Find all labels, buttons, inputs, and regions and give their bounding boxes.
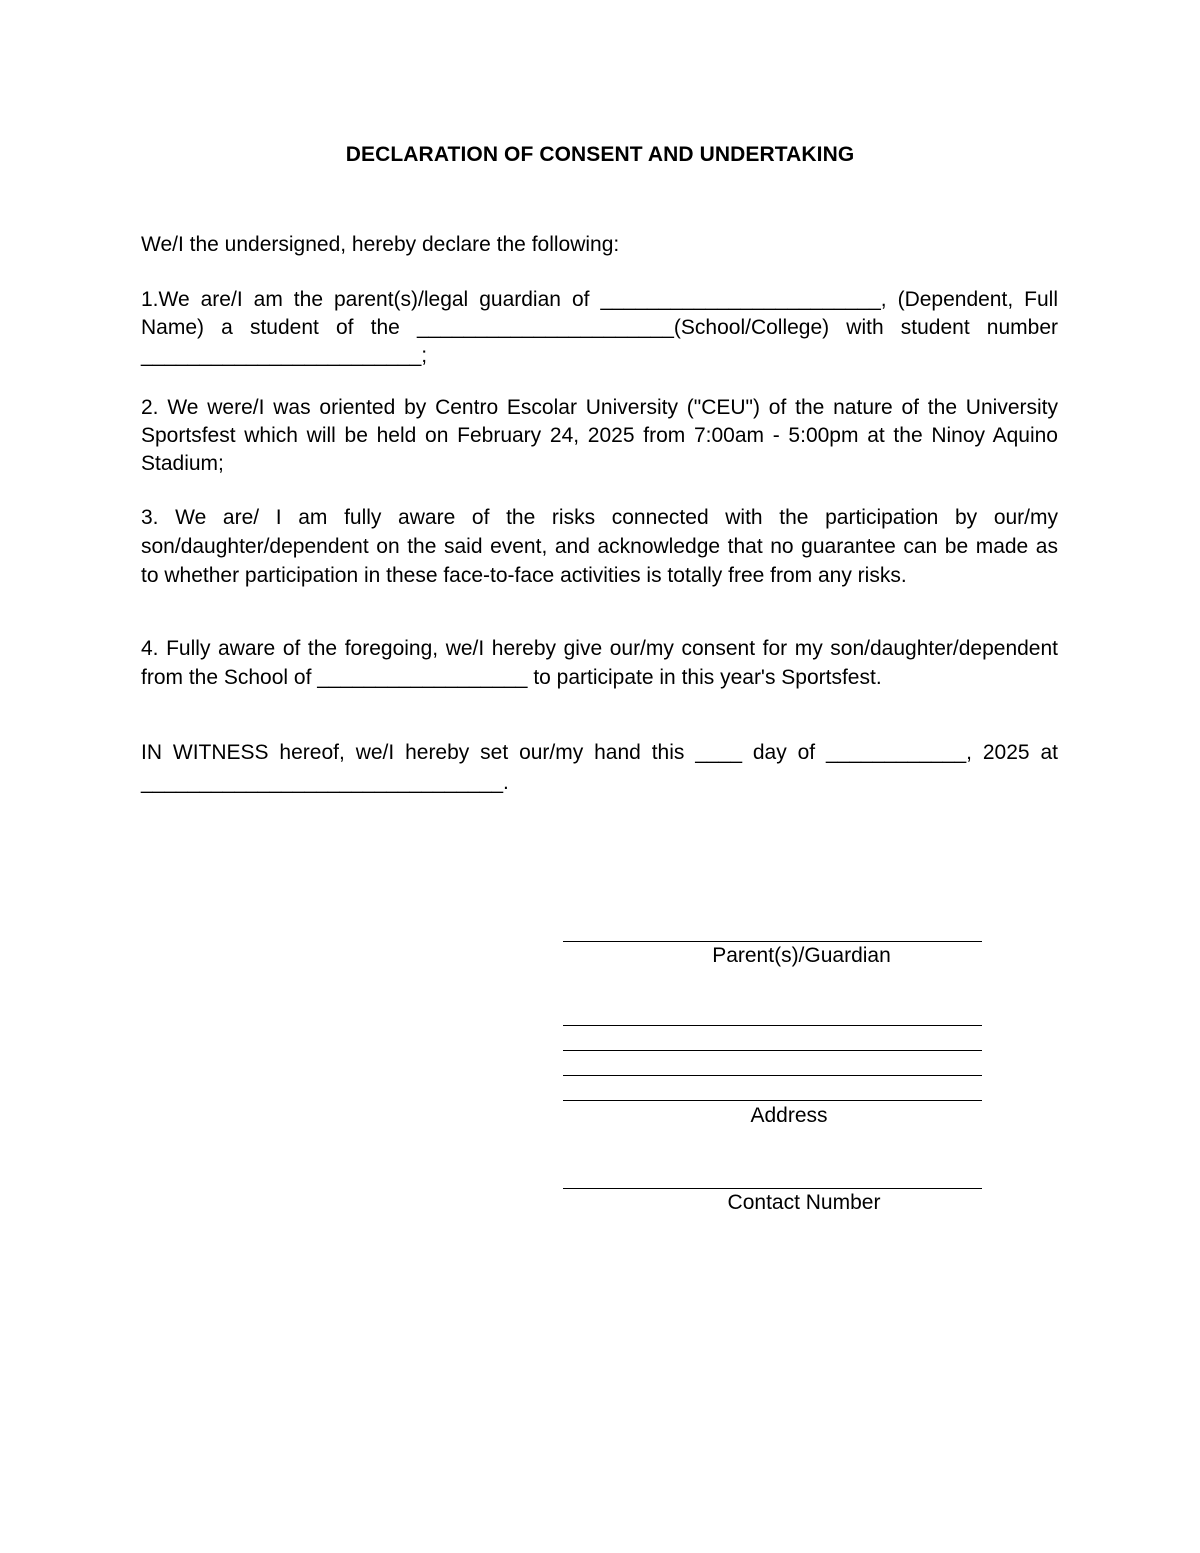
address-line — [563, 1075, 982, 1076]
address-label: Address — [750, 1104, 828, 1127]
address-line — [563, 1025, 982, 1026]
contact-number-line — [563, 1188, 982, 1189]
witness-paragraph: IN WITNESS hereof, we/I hereby set our/my hand this ____ day of ____________, 2025 at _______________________________. — [141, 741, 1058, 794]
address-line — [563, 1050, 982, 1051]
paragraph-1: 1.We are/I am the parent(s)/legal guardian of ________________________, (Dependent, Full Name) a student of the ______________________(School/College) with student number ________________________; — [141, 288, 1058, 367]
parent-signature-line — [563, 941, 982, 942]
intro-text: We/I the undersigned, hereby declare the following: — [141, 233, 620, 256]
paragraph-4: 4. Fully aware of the foregoing, we/I hereby give our/my consent for my son/daughter/dependent from the School of __________________ to participate in this year's Sportsfest. — [141, 637, 1058, 689]
address-line — [563, 1100, 982, 1101]
contact-number-block — [563, 1163, 985, 1216]
paragraph-2: 2. We were/I was oriented by Centro Escolar University ("CEU") of the nature of the University Sportsfest which will be held on February 24, 2025 from 7:00am - 5:00pm at the Ninoy Aquino Stadium; — [141, 396, 1058, 475]
address-block — [563, 1000, 985, 1129]
parent-signature-block — [563, 919, 985, 969]
paragraph-3: 3. We are/ I am fully aware of the risks connected with the participation by our/my son/daughter/dependent on the said event, and acknowledge that no guarantee can be made as to whether participation in these face-to-face activities is totally free from any risks. — [141, 506, 1058, 587]
document-title: DECLARATION OF CONSENT AND UNDERTAKING — [345, 143, 855, 166]
parent-signature-label: Parent(s)/Guardian — [712, 944, 891, 967]
contact-number-label: Contact Number — [727, 1191, 881, 1214]
